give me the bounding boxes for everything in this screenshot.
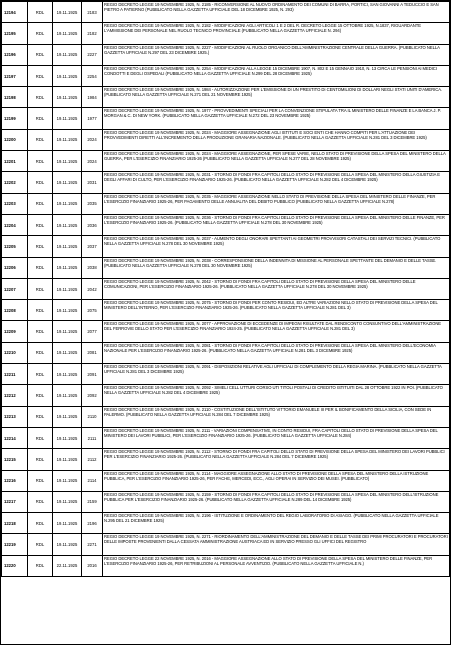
act-number: 2227 bbox=[82, 44, 103, 65]
record-number: 12209 bbox=[2, 321, 28, 342]
act-number: 2016 bbox=[82, 555, 103, 576]
act-date: 19.11.1925 bbox=[53, 108, 82, 129]
table-row bbox=[2, 300, 450, 321]
act-type: RDL bbox=[28, 151, 53, 172]
act-description: REGIO DECRETO LEGGE 19 NOVEMBRE 1925, N. 2110 - COSTITUZIONE DELL'ISTITUTO VITTORIO EMANUELE III PER IL BONIFICAMENTO DELLA SICILIA, CON SEDE IN PALERMO. (PUBBLICATO NELLA GAZZETTA UFFICIALE N.284 DEL 7 DICEMBRE 1925) bbox=[103, 406, 450, 427]
record-number: 12194 bbox=[2, 2, 28, 23]
act-description: REGIO DECRETO LEGGE 19 NOVEMBRE 1925, N. 1984 - AUTORIZZAZIONE PER L'EMISSIONE DI UN PRESTITO DI CENTOMILIONI DI DOLLARI NEGLI STATI UNITI D'AMERICA. (PUBBLICATO NELLA GAZZETTA UFFICIALE N.271 DEL 21 NOVEMBRE 1925) bbox=[103, 87, 450, 108]
act-date: 19.11.1925 bbox=[53, 406, 82, 427]
act-type: RDL bbox=[28, 555, 53, 576]
act-date: 19.11.1925 bbox=[53, 44, 82, 65]
record-number: 12212 bbox=[2, 385, 28, 406]
record-number: 12216 bbox=[2, 470, 28, 491]
record-number: 12200 bbox=[2, 129, 28, 150]
act-type: RDL bbox=[28, 2, 53, 23]
table-row bbox=[2, 23, 450, 44]
act-description: REGIO DECRETO LEGGE 19 NOVEMBRE 1925, N. 2024 - MAGGIORE ASSEGNAZIONE, PER SPESE VARIE, NELLO STATO DI PREVISIONE DELLA SPESA DEL MINISTERO DELLA GUERRA, PER L'ESERCIZIO FINANZIARIO 1925-26 (PUBBLICATO NELLA GAZZETTA UFFICIALE N.277 DEL 28 NOVEMBRE 1925) bbox=[103, 151, 450, 172]
act-description: REGIO DECRETO LEGGE 19 NOVEMBRE 1925, N. 2112 - STORNO DI FONDI FRA CAPITOLI DELLO STATO DI PREVISIONE DELLA SPESA DEL MINISTERO DEI LAVORI PUBBLICI PER L'ESERCIZIO FINANZIARIO 1925-26. (PUBBLICATO NELLA GAZZETTA UFFICIALE N.284 DEL 7 DICEMBRE 1925) bbox=[103, 449, 450, 470]
act-number: 2092 bbox=[82, 385, 103, 406]
act-description: REGIO DECRETO LEGGE 19 NOVEMBRE 1925, N. 2092 - SIMELI CELL UTTURI CORSO UTI TITOLI POSTALI DI CREDITO ISTITUITI DAL 28 OTTOBRE 1922 IN POI. (PUBBLICATO NELLA GAZZETTA UFFICIALE N.282 DEL 4 DICEMBRE 1925) bbox=[103, 385, 450, 406]
record-number: 12215 bbox=[2, 449, 28, 470]
act-type: RDL bbox=[28, 385, 53, 406]
act-date: 19.11.1925 bbox=[53, 364, 82, 385]
record-number: 12214 bbox=[2, 427, 28, 448]
record-number: 12199 bbox=[2, 108, 28, 129]
act-type: RDL bbox=[28, 193, 53, 214]
table-row bbox=[2, 491, 450, 512]
act-number: 2110 bbox=[82, 406, 103, 427]
table-row bbox=[2, 193, 450, 214]
act-type: RDL bbox=[28, 129, 53, 150]
act-date: 19.11.1925 bbox=[53, 2, 82, 23]
act-type: RDL bbox=[28, 470, 53, 491]
table-row bbox=[2, 449, 450, 470]
act-type: RDL bbox=[28, 44, 53, 65]
act-type: RDL bbox=[28, 87, 53, 108]
act-description: REGIO DECRETO LEGGE 19 NOVEMBRE 1925, N. 2271 - RIORDINAMENTO DELL'AMMINISTRAZIONE DEL DEMANIO E DELLE TASSE DEI PRIMI PROCURATORI E PROCURATORI DELLE IMPOSTE PROVENIENTI DALLA CESSATA AMMINISTRAZIONE AUSTRIACA ED IN SERVIZIO PRESSO GLI UFFICI DEL REGISTRO bbox=[103, 534, 450, 555]
record-number: 12198 bbox=[2, 87, 28, 108]
record-number: 12201 bbox=[2, 151, 28, 172]
act-description: REGIO DECRETO LEGGE 19 NOVEMBRE 1925, N. 2081 - STORNO DI FONDI FRA CAPITOLI DELLO STATO DI PREVISIONE DELLA SPESA DEL MINISTERO DELL'ECONOMIA NAZIONALE PER L'ESERCIZIO FINANZIARIO 1925-26. (PUBBLICATO NELLA GAZZETTA UFFICIALE N.281 DEL 3 DICEMBRE 1925) bbox=[103, 342, 450, 363]
table-row bbox=[2, 129, 450, 150]
act-number: 2038 bbox=[82, 257, 103, 278]
act-number: 2077 bbox=[82, 321, 103, 342]
table-row bbox=[2, 385, 450, 406]
act-number: 2031 bbox=[82, 172, 103, 193]
record-number: 12218 bbox=[2, 513, 28, 534]
act-type: RDL bbox=[28, 108, 53, 129]
record-number: 12197 bbox=[2, 65, 28, 86]
act-number: 2183 bbox=[82, 2, 103, 23]
table-row bbox=[2, 513, 450, 534]
table-row bbox=[2, 342, 450, 363]
act-description: REGIO DECRETO LEGGE 19 NOVEMBRE 1925, N. 2024 - MAGGIORE ASSEGNAZIONE AGLI ISTITUTI E SOCI ENTI CHE HANNO COMPITI PER L'ATTUAZIONE DEI PROVVEDIMENTI DIRETTI ALL'INCREMENTO DELLA PRODUZIONE GRANARIA NAZIONALE. (PUBBLICATO NELLA GAZZETTA UFFICIALE N.281 DEL 3 DICEMBRE 1925) bbox=[103, 129, 450, 150]
act-description: REGIO DECRETO LEGGE 19 NOVEMBRE 1925, N. 1977 - PROVVEDIMENTI SPECIALI PER LA CONVENZIONE STIPULATA TRA IL MINISTERO DELLE FINANZE E LA BANCA J. P. MORGAN & C. DI NEW YORK. (PUBBLICATO NELLA GAZZETTA UFFICIALE N.272 DEL 23 NOVEMBRE 1925) bbox=[103, 108, 450, 129]
act-description: REGIO DECRETO LEGGE 19 NOVEMBRE 1925, N. 2075 - STORNO DI FONDI PER CONTO RESIDUI, ED ALTRE VARIAZIONI NELLO STATO DI PREVISIONE DELLA SPESA DEL MINISTERO DELL'INTERNO, PER L'ESERCIZIO FINANZIARIO 1925-26. (PUBBLICATO NELLA GAZZETTA UFFICIALE N.281 DEL 3) bbox=[103, 300, 450, 321]
act-date: 19.11.1925 bbox=[53, 87, 82, 108]
table-row bbox=[2, 278, 450, 299]
table-row bbox=[2, 321, 450, 342]
act-type: RDL bbox=[28, 427, 53, 448]
act-number: 2081 bbox=[82, 342, 103, 363]
act-type: RDL bbox=[28, 449, 53, 470]
table-row bbox=[2, 65, 450, 86]
act-date: 19.11.1925 bbox=[53, 65, 82, 86]
act-description: REGIO DECRETO LEGGE 19 NOVEMBRE 1925, N. 2185 - RICONVERSIONE AL NUOVO ORDINAMENTO DEI COMUNI DI BARRA, PORTICI, SAN GIOVANNI A TEDUCCIO E SAN PIETRO A PATIERNO (PUBBLICATO NELLA GAZZETTA UFFICIALE DEL 18 DICEMBRE 1925, N. 293) bbox=[103, 2, 450, 23]
act-type: RDL bbox=[28, 534, 53, 555]
act-number: 2254 bbox=[82, 65, 103, 86]
table-row bbox=[2, 427, 450, 448]
act-type: RDL bbox=[28, 491, 53, 512]
table-row bbox=[2, 214, 450, 235]
table-row bbox=[2, 257, 450, 278]
table-row bbox=[2, 236, 450, 257]
act-type: RDL bbox=[28, 342, 53, 363]
act-type: RDL bbox=[28, 236, 53, 257]
record-number: 12195 bbox=[2, 23, 28, 44]
table-row bbox=[2, 406, 450, 427]
act-description: REGIO DECRETO LEGGE 19 NOVEMBRE 1925, N. 2091 - DISPOSIZIONI RELATIVE AGLI UFFICIALI DI COMPLEMENTO DELLA REGIA MARINA. (PUBBLICATO NELLA GAZZETTA UFFICIALE N.281 DEL 3 DICEMBRE 1925) bbox=[103, 364, 450, 385]
act-number: 2024 bbox=[82, 151, 103, 172]
act-type: RDL bbox=[28, 364, 53, 385]
act-number: 2111 bbox=[82, 427, 103, 448]
act-date: 19.11.1925 bbox=[53, 513, 82, 534]
act-description: REGIO DECRETO LEGGE 19 NOVEMBRE 1925, N. 2227 - MODIFICAZIONI AL RUOLO ORGANICO DELL'AMMINISTRAZIONE CENTRALE DELLA GUERRA. (PUBBLICATO NELLA GAZZETTA UFFICIALE N.297 DEL 23 DICEMBRE 1925.) bbox=[103, 44, 450, 65]
table-row bbox=[2, 470, 450, 491]
act-type: RDL bbox=[28, 214, 53, 235]
record-number: 12196 bbox=[2, 44, 28, 65]
act-type: RDL bbox=[28, 172, 53, 193]
table-row bbox=[2, 87, 450, 108]
act-description: REGIO DECRETO LEGGE 19 NOVEMBRE 1925, N. 2114 - MAGGIORE ASSEGNAZIONE ALLO STATO DI PREVISIONE DELLA SPESA DEL MINISTERO DELLA ISTRUZIONE PUBBLICA, PER L'ESERCIZIO FINANZIARIO 1925-26, PER FACHE, MERCEDI, ECC., AGLI OPERAI IN SERVIZIO DEI MUSEI. (PUBBLICATO) bbox=[103, 470, 450, 491]
record-number: 12219 bbox=[2, 534, 28, 555]
record-number: 12213 bbox=[2, 406, 28, 427]
act-description: REGIO DECRETO LEGGE 19 NOVEMBRE 1925, N. 2035 - MAGGIORE ASSEGNAZIONE NELLO STATO DI PREVISIONE DELLA SPESA DEL MINISTERO DELLE FINANZE, PER L'ESERCIZIO FINANZIARIO 1925-26, PER PAGAMENTO DELLE ANNUALITA DEL DEBITO PUBBLICO (PUBBLICATO NELLA GAZZETTA UFFICIALE N.278) bbox=[103, 193, 450, 214]
act-number: 2091 bbox=[82, 364, 103, 385]
table-row bbox=[2, 44, 450, 65]
act-type: RDL bbox=[28, 278, 53, 299]
act-date: 19.11.1925 bbox=[53, 23, 82, 44]
act-number: 1977 bbox=[82, 108, 103, 129]
decree-rows bbox=[2, 2, 450, 577]
act-date: 19.11.1925 bbox=[53, 257, 82, 278]
act-date: 19.11.1925 bbox=[53, 470, 82, 491]
act-date: 19.11.1925 bbox=[53, 385, 82, 406]
act-date: 19.11.1925 bbox=[53, 129, 82, 150]
act-description: REGIO DECRETO LEGGE 19 NOVEMBRE 1925, N. 2037 - AUMENTO DEGLI ONORARI SPETTANTI AI GEOMETRI PROVVISORI CATASTALI DEI SERVIZI TECNICI. (PUBBLICATO NELLA GAZZETTA UFFICIALE N.278 DEL 30 NOVEMBRE 1925) bbox=[103, 236, 450, 257]
act-date: 19.11.1925 bbox=[53, 278, 82, 299]
act-type: RDL bbox=[28, 513, 53, 534]
table-row bbox=[2, 172, 450, 193]
act-number: 2035 bbox=[82, 193, 103, 214]
record-number: 12205 bbox=[2, 236, 28, 257]
record-number: 12202 bbox=[2, 172, 28, 193]
act-type: RDL bbox=[28, 300, 53, 321]
record-number: 12211 bbox=[2, 364, 28, 385]
act-date: 19.11.1925 bbox=[53, 236, 82, 257]
act-description: REGIO DECRETO LEGGE 19 NOVEMBRE 1925, N. 2111 - VARIAZIONI COMPENSATIVE, IN CONTO RESIDUI, FRA CAPITOLI DELLO STATO DI PREVISIONE DELLA SPESA DEL MINISTERO DEI LAVORI PUBBLICI, PER L'ESERCIZIO FINANZIARIO 1925-26. (PUBBLICATO NELLA GAZZETTA UFFICIALE N.284) bbox=[103, 427, 450, 448]
act-date: 19.11.1925 bbox=[53, 193, 82, 214]
act-date: 19.11.1925 bbox=[53, 449, 82, 470]
act-description: REGIO DECRETO LEGGE 19 NOVEMBRE 1925, N. 2042 - STORNO DI FONDI FRA CAPITOLI DELLO STATO DI PREVISIONE DELLA SPESA DEL MINISTERO DELLE COMUNICAZIONI, PER L'ESERCIZIO FINANZIARIO 1925-26. (PUBBLICATO NELLA GAZZETTA UFFICIALE N.278 DEL 30 NOVEMBRE 1925) bbox=[103, 278, 450, 299]
act-description: REGIO DECRETO LEGGE 19 NOVEMBRE 1925, N. 2182 - MODIFICAZIONI AGLI ARTICOLI 1 E 2 DEL R. DECRETO LEGGE 15 OTTOBRE 1925, N.1837, RIGUARDANTE L'AMMISSIONE DEI PERSONALE NEL RUOLO TECNICO PROVINCIALE (PUBBLICATO NELLA GAZZETTA UFFICIALE N. 294) bbox=[103, 23, 450, 44]
table-row bbox=[2, 364, 450, 385]
act-date: 19.11.1925 bbox=[53, 321, 82, 342]
act-number: 2075 bbox=[82, 300, 103, 321]
record-number: 12220 bbox=[2, 555, 28, 576]
record-number: 12204 bbox=[2, 214, 28, 235]
act-date: 19.11.1925 bbox=[53, 427, 82, 448]
act-description: REGIO DECRETO LEGGE 19 NOVEMBRE 1925, N. 2036 - STORNO DI FONDI FRA CAPITOLI DELLO STATO DI PREVISIONE DELLA SPESA DEL MINISTERO DELLE FINANZE, PER L'ESERCIZIO FINANZIARIO 1925-26. (PUBBLICATO NELLA GAZZETTA UFFICIALE N.278 DEL 30 NOVEMBRE 1925) bbox=[103, 214, 450, 235]
act-number: 2159 bbox=[82, 491, 103, 512]
record-number: 12208 bbox=[2, 300, 28, 321]
act-description: REGIO DECRETO LEGGE 22 NOVEMBRE 1925, N. 2016 - MAGGIORE ASSEGNAZIONE ALLO STATO DI PREVISIONE DELLA SPESA DEL MINISTERO DELLE FINANZE, PER L'ESERCIZIO FINANZIARIO 1925-26, PER RETRIBUZIONI AL PERSONALE AVVENTIZIO. (PUBBLICATO NELLA GAZZETTA UFFICIALE N.) bbox=[103, 555, 450, 576]
act-date: 19.11.1925 bbox=[53, 534, 82, 555]
act-number: 2196 bbox=[82, 513, 103, 534]
act-description: REGIO DECRETO LEGGE 19 NOVEMBRE 1925, N. 2159 - STORNO DI FONDI FRA CAPITOLI DELLO STATO DI PREVISIONE DELLA SPESA DEL MINISTERO DELL'ISTRUZIONE PUBBLICA PER L'ESERCIZIO FINANZIARIO 1925-26. (PUBBLICATO NELLA GAZZETTA UFFICIALE N.289 DEL 14 DICEMBRE 1925) bbox=[103, 491, 450, 512]
act-number: 2112 bbox=[82, 449, 103, 470]
act-description: REGIO DECRETO LEGGE 19 NOVEMBRE 1925, N. 2031 - STORNO DI FONDI FRA CAPITOLI DELLO STATO DI PREVISIONE DELLA SPESA DEL MINISTERO DELLA GIUSTIZIA E DEGLI AFFARI DI CULTO, PER L'ESERCIZIO FINANZIARIO 1925-26. (PUBBLICATO NELLA GAZZETTA UFFICIALE N.282 DEL 4 DICEMBRE 1925) bbox=[103, 172, 450, 193]
record-number: 12206 bbox=[2, 257, 28, 278]
act-type: RDL bbox=[28, 257, 53, 278]
act-date: 19.11.1925 bbox=[53, 214, 82, 235]
decree-register-table bbox=[1, 1, 450, 577]
act-number: 2036 bbox=[82, 214, 103, 235]
table-row bbox=[2, 151, 450, 172]
act-type: RDL bbox=[28, 23, 53, 44]
act-description: REGIO DECRETO LEGGE 19 NOVEMBRE 1925, N. 2196 - ISTITUZIONE E ORDINAMENTO DEL REGIO LABORATORIO DI ASIAGO. (PUBBLICATO NELLA GAZZETTA UFFICIALE N.295 DEL 21 DICEMBRE 1925) bbox=[103, 513, 450, 534]
act-type: RDL bbox=[28, 406, 53, 427]
act-number: 2182 bbox=[82, 23, 103, 44]
act-date: 19.11.1925 bbox=[53, 491, 82, 512]
act-number: 2271 bbox=[82, 534, 103, 555]
act-description: REGIO DECRETO LEGGE 19 NOVEMBRE 1925, N. 2254 - MODIFICAZIONI ALLA LEGGE 15 DICEMBRE 1907, N. 802 E 15 GENNAIO 1910, N. 13 CIRCA LE PENSIONI AI MEDICI CONDOTTI E DEGLI OSPEDALI (PUBBLICATO NELLA GAZZETTA UFFICIALE N.299 DEL 28 DICEMBRE 1925) bbox=[103, 65, 450, 86]
table-row bbox=[2, 555, 450, 576]
act-description: REGIO DECRETO LEGGE 19 NOVEMBRE 1925, N. 2038 - CORRESPONSIONE DELLA INDENNITA DI MISSIONE AL PERSONALE SPETTANTE DEL DEMANIO E DELLE TASSE. (PUBBLICATO NELLA GAZZETTA UFFICIALE N.278 DEL 30 NOVEMBRE 1925) bbox=[103, 257, 450, 278]
act-number: 2042 bbox=[82, 278, 103, 299]
act-description: REGIO DECRETO LEGGE 19 NOVEMBRE 1925, N. 2077 - APPROVAZIONE DI ECCEDENZE DI IMPEGNI RISULTATE DAL RENDICONTO CONSUNTIVO DELL'AMMINISTRAZIONE DEL FERROVIE DELLO STATO PER L'ESERCIZIO FINANZIARIO 1924-25. (PUBBLICATO NELLA GAZZETTA UFFICIALE N.281 DEL 3) bbox=[103, 321, 450, 342]
act-type: RDL bbox=[28, 65, 53, 86]
table-row bbox=[2, 2, 450, 23]
record-number: 12210 bbox=[2, 342, 28, 363]
record-number: 12217 bbox=[2, 491, 28, 512]
act-date: 19.11.1925 bbox=[53, 151, 82, 172]
record-number: 12207 bbox=[2, 278, 28, 299]
act-date: 22.11.1925 bbox=[53, 555, 82, 576]
table-row bbox=[2, 534, 450, 555]
act-number: 2037 bbox=[82, 236, 103, 257]
act-date: 19.11.1925 bbox=[53, 300, 82, 321]
record-number: 12203 bbox=[2, 193, 28, 214]
act-number: 1984 bbox=[82, 87, 103, 108]
act-type: RDL bbox=[28, 321, 53, 342]
act-number: 2024 bbox=[82, 129, 103, 150]
act-date: 19.11.1925 bbox=[53, 172, 82, 193]
table-row bbox=[2, 108, 450, 129]
act-date: 19.11.1925 bbox=[53, 342, 82, 363]
act-number: 2114 bbox=[82, 470, 103, 491]
